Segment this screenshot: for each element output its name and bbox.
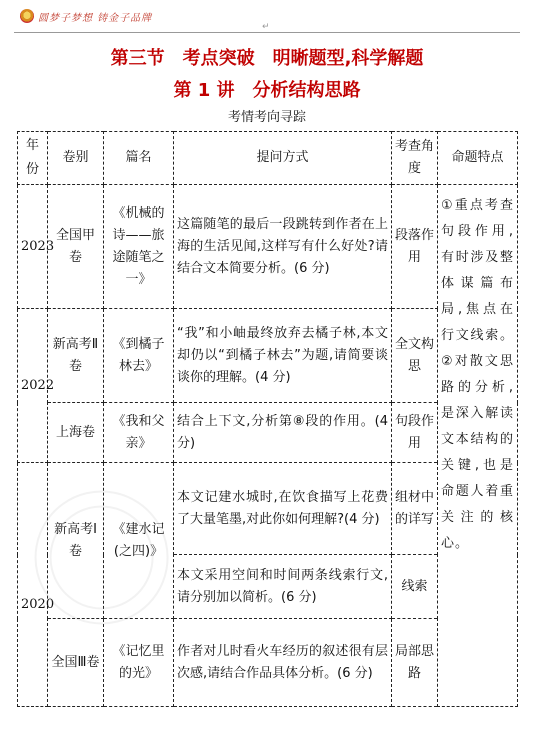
paper-cell: 上海卷	[48, 403, 104, 463]
table-row	[18, 185, 518, 309]
lecture-title: 第 1 讲 分析结构思路	[173, 80, 361, 101]
question-cell: 作者对儿时看火车经历的叙述很有层次感,请结合作品具体分析。(6 分)	[174, 619, 392, 707]
col-header-title: 篇名	[104, 132, 174, 185]
col-header-question: 提问方式	[174, 132, 392, 185]
year-cell: 2022	[18, 309, 48, 463]
table-header-row	[18, 132, 518, 185]
table-caption: 考情考向寻踪	[227, 110, 306, 125]
brand-slogan: 圆梦子梦想 铸金子品牌	[38, 13, 153, 24]
paper-cell: 新高考Ⅱ卷	[48, 309, 104, 403]
brand-logo-icon	[20, 9, 34, 23]
angle-cell: 组材中的详写	[392, 463, 438, 555]
exam-trend-table	[17, 131, 518, 707]
title-cell: 《机械的诗——旅途随笔之一》	[104, 185, 174, 309]
col-header-year: 年份	[18, 132, 48, 185]
question-cell: “我”和小岫最终放弃去橘子林,本文却仍以“到橘子林去”为题,请简要谈谈你的理解。(4 分)	[174, 309, 392, 403]
feature-cell: ①重点考查句段作用,有时涉及整体谋篇布局,焦点在行文线索。②对散文思路的分析,是深入解读文本结构的关键,也是命题人着重关注的核心。	[438, 185, 518, 707]
title-cell: 《我和父亲》	[104, 403, 174, 463]
col-header-paper: 卷别	[48, 132, 104, 185]
question-cell: 这篇随笔的最后一段跳转到作者在上海的生活见闻,这样写有什么好处?请结合文本简要分析。(6 分)	[174, 185, 392, 309]
paper-cell: 新高考Ⅰ卷	[48, 463, 104, 619]
question-cell: 本文采用空间和时间两条线索行文,请分别加以简析。(6 分)	[174, 555, 392, 619]
paragraph-mark-icon: ↵	[262, 22, 270, 32]
year-cell: 2023	[18, 185, 48, 309]
question-cell: 结合上下文,分析第⑧段的作用。(4 分)	[174, 403, 392, 463]
section-title: 第三节 考点突破 明晰题型,科学解题	[110, 48, 424, 69]
paper-cell: 全国甲卷	[48, 185, 104, 309]
col-header-feature: 命题特点	[438, 132, 518, 185]
angle-cell: 段落作用	[392, 185, 438, 309]
title-cell: 《到橘子林去》	[104, 309, 174, 403]
angle-cell: 线索	[392, 555, 438, 619]
angle-cell: 句段作用	[392, 403, 438, 463]
question-cell: 本文记建水城时,在饮食描写上花费了大量笔墨,对此你如何理解?(4 分)	[174, 463, 392, 555]
angle-cell: 全文构思	[392, 309, 438, 403]
title-cell: 《记忆里的光》	[104, 619, 174, 707]
title-cell: 《建水记(之四)》	[104, 463, 174, 619]
year-cell: 2020	[18, 463, 48, 707]
angle-cell: 局部思路	[392, 619, 438, 707]
paper-cell: 全国Ⅲ卷	[48, 619, 104, 707]
col-header-angle: 考查角度	[392, 132, 438, 185]
